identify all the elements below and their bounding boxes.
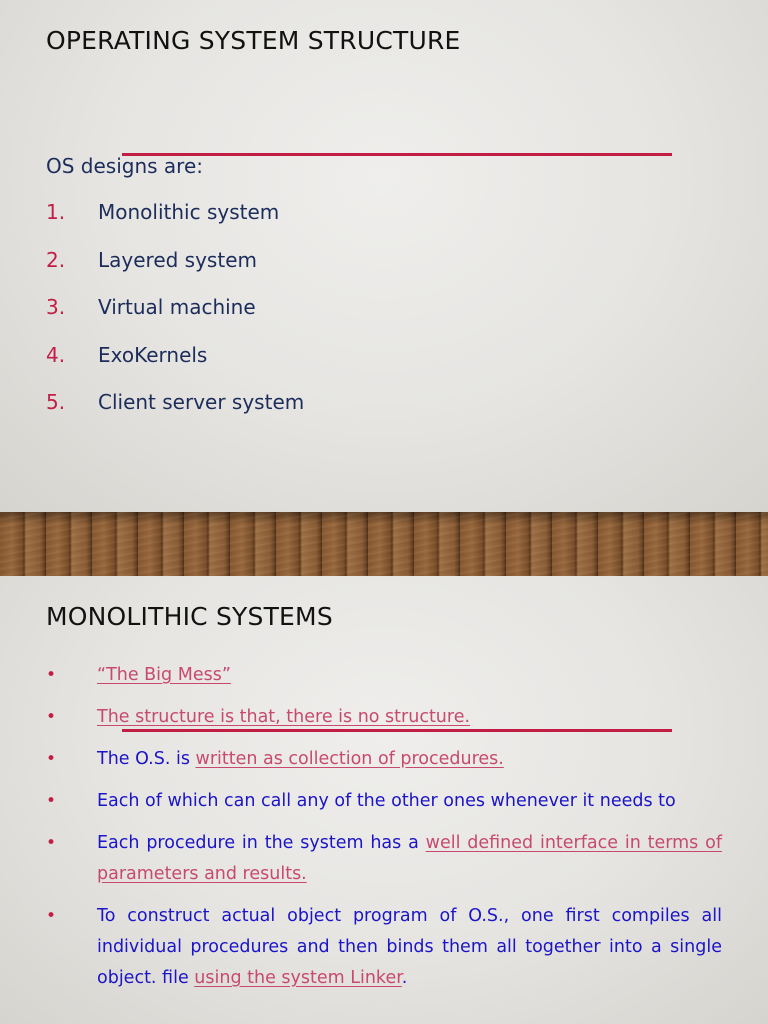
bullet-icon: • (46, 707, 57, 727)
underlined-link[interactable]: using the system Linker (194, 968, 402, 988)
bullet-icon: • (46, 665, 57, 685)
slide-title: OPERATING SYSTEM STRUCTURE (46, 26, 461, 55)
underlined-link[interactable]: “The Big Mess” (97, 665, 231, 685)
bullet-text-end: . (401, 968, 408, 988)
list-item-text: Client server system (98, 390, 305, 414)
list-item (46, 901, 722, 994)
bullet-text: Each of which can call any of the other ones whenever it needs to (97, 791, 676, 811)
list-item-text: ExoKernels (98, 342, 208, 367)
list-item (46, 744, 722, 775)
accent-line (122, 153, 672, 156)
list-number: 4. (46, 342, 66, 367)
intro-text: OS designs are: (46, 154, 204, 178)
list-number: 2. (46, 247, 66, 272)
list-number: 1. (46, 200, 66, 224)
list-item-text: Layered system (98, 247, 257, 272)
list-number: 3. (46, 295, 66, 319)
bullet-text: The O.S. is (97, 749, 196, 769)
underlined-link[interactable]: well defined interface in terms of parameters and results. (97, 833, 722, 884)
list-item-text: Monolithic system (98, 200, 280, 224)
bullet-icon: • (46, 791, 57, 811)
list-item-text: Virtual machine (98, 295, 256, 319)
bullet-icon: • (46, 833, 57, 853)
underlined-link[interactable]: The structure is that, there is no structure. (97, 707, 471, 727)
wood-floor-divider (0, 512, 768, 576)
list-number: 5. (46, 390, 66, 414)
list-item (46, 828, 722, 890)
bullet-text: Each procedure in the system has a (97, 833, 426, 853)
bullet-icon: • (46, 749, 57, 769)
list-item (46, 786, 722, 817)
monolithic-bullet-list (46, 660, 722, 1005)
list-item (46, 660, 722, 691)
bullet-icon: • (46, 906, 57, 926)
bullet-text: To construct actual object program of O.S., one first compiles all individual procedures and then binds them all together into a single object. file (97, 906, 722, 988)
slide-monolithic-systems (0, 576, 768, 1024)
underlined-link[interactable]: written as collection of procedures. (195, 749, 504, 769)
slide-title: MONOLITHIC SYSTEMS (46, 602, 333, 631)
list-item (46, 702, 722, 733)
